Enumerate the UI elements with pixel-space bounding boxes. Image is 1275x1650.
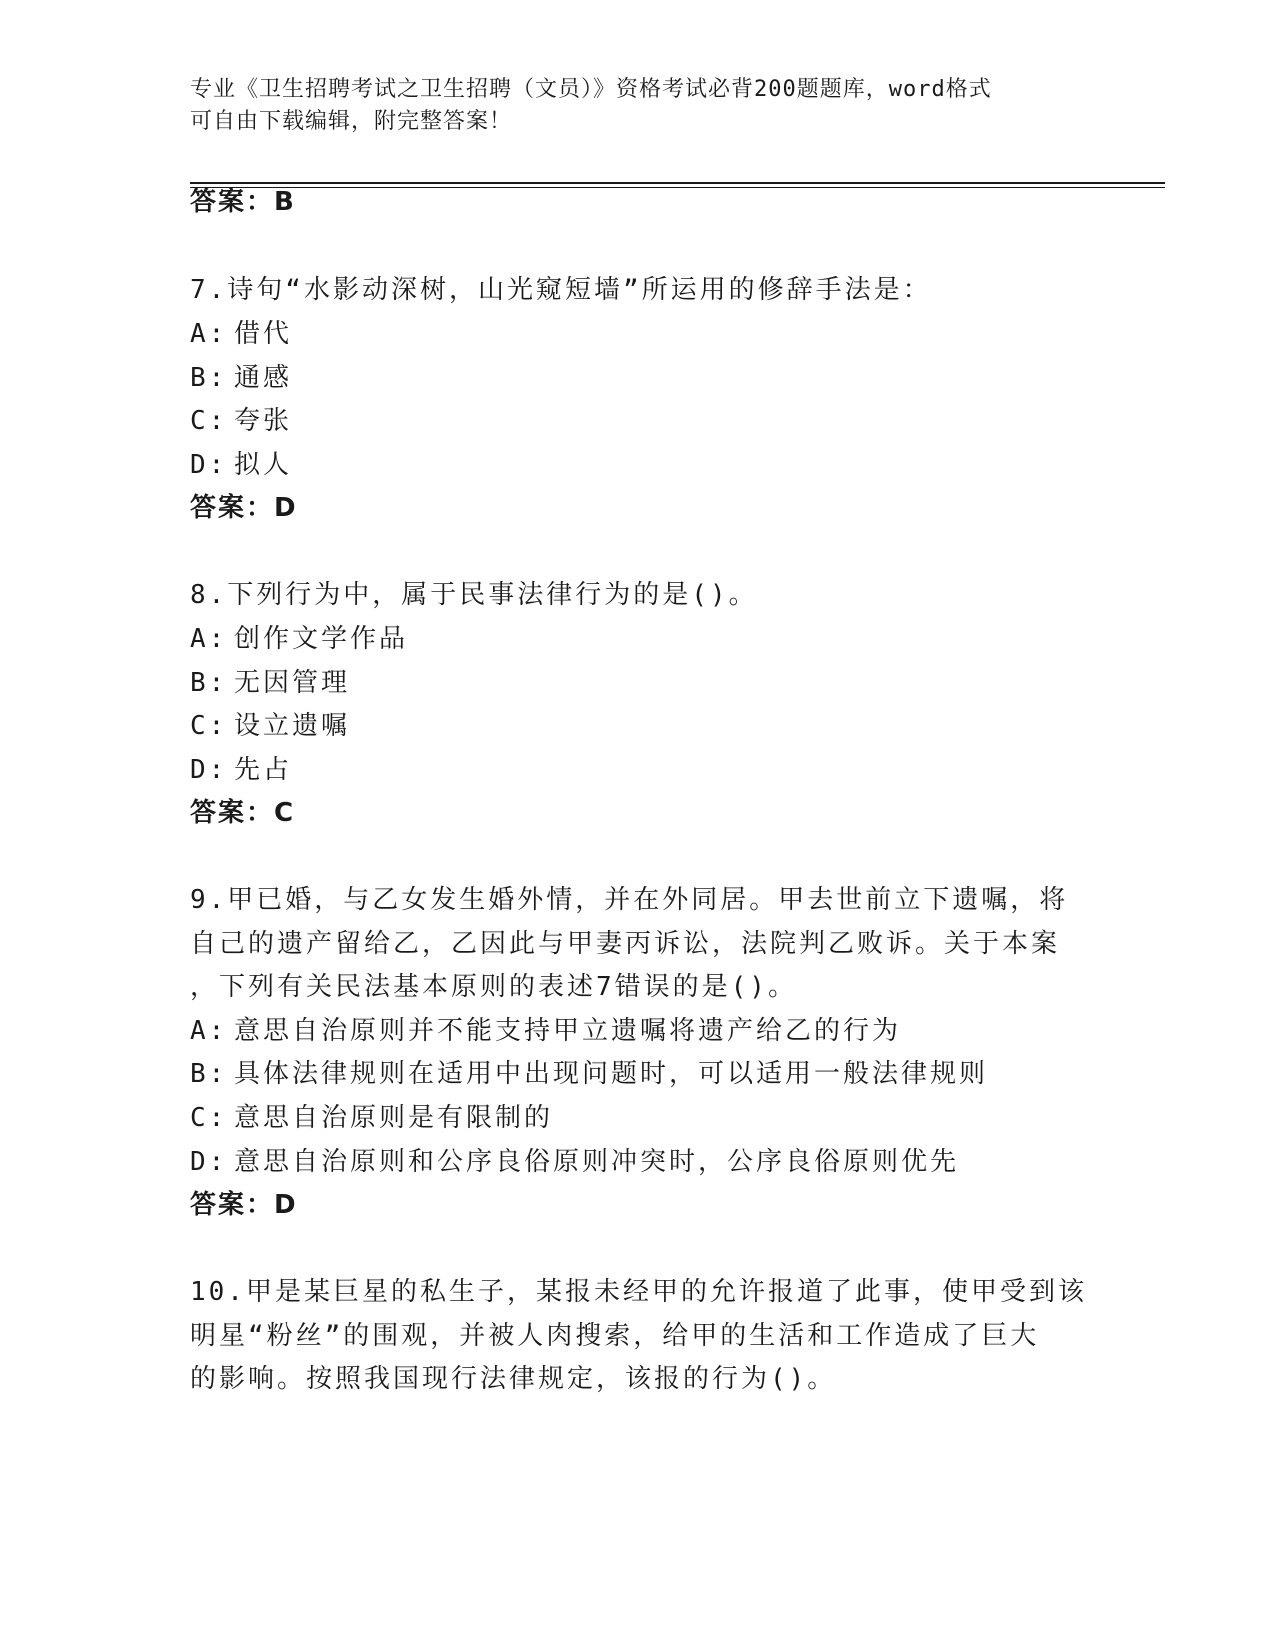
question-8-option-d: D: 先占 [190,755,293,785]
question-9-text-line-2: 自己的遗产留给乙，乙因此与甲妻丙诉讼，法院判乙败诉。关于本案 [190,929,1061,959]
question-9-text-line-1: 9.甲已婚，与乙女发生婚外情，并在外同居。甲去世前立下遗嘱，将 [190,885,1069,915]
header-divider-thin [190,187,1165,188]
document-header [190,74,1090,138]
question-8-option-c: C: 设立遗嘱 [190,711,351,741]
question-8-text: 8.下列行为中，属于民事法律行为的是()。 [190,580,758,610]
header-line-1: 专业《卫生招聘考试之卫生招聘（文员）》资格考试必背200题题库，word格式 [190,77,992,102]
question-9-option-a: A: 意思自治原则并不能支持甲立遗嘱将遗产给乙的行为 [190,1016,902,1046]
question-7-text: 7.诗句“水影动深树，山光窥短墙”所运用的修辞手法是： [190,275,932,305]
question-9-option-b: B: 具体法律规则在适用中出现问题时，可以适用一般法律规则 [190,1059,989,1089]
question-7-answer: 答案：D [190,493,298,523]
question-9-option-c: C: 意思自治原则是有限制的 [190,1103,554,1133]
question-9-answer: 答案：D [190,1190,298,1220]
question-7-option-a: A: 借代 [190,319,293,349]
question-10-text-line-1: 10.甲是某巨星的私生子，某报未经甲的允许报道了此事，使甲受到该 [190,1277,1087,1307]
question-9-text-line-3: ，下列有关民法基本原则的表述7错误的是()。 [190,972,797,1002]
question-7-option-d: D: 拟人 [190,450,293,480]
question-7-option-b: B: 通感 [190,363,293,393]
question-8-option-a: A: 创作文学作品 [190,624,409,654]
header-line-2: 可自由下载编辑，附完整答案！ [190,109,513,134]
question-10-text-line-3: 的影响。按照我国现行法律规定，该报的行为()。 [190,1364,837,1394]
question-8-option-b: B: 无因管理 [190,668,351,698]
question-8-answer: 答案：C [190,798,296,828]
header-divider-thick [190,182,1165,184]
question-7-option-c: C: 夸张 [190,406,293,436]
question-9-option-d: D: 意思自治原则和公序良俗原则冲突时，公序良俗原则优先 [190,1147,960,1177]
question-10-text-line-2: 明星“粉丝”的围观，并被人肉搜索，给甲的生活和工作造成了巨大 [190,1321,1040,1351]
answer-previous: 答案：B [190,187,296,217]
